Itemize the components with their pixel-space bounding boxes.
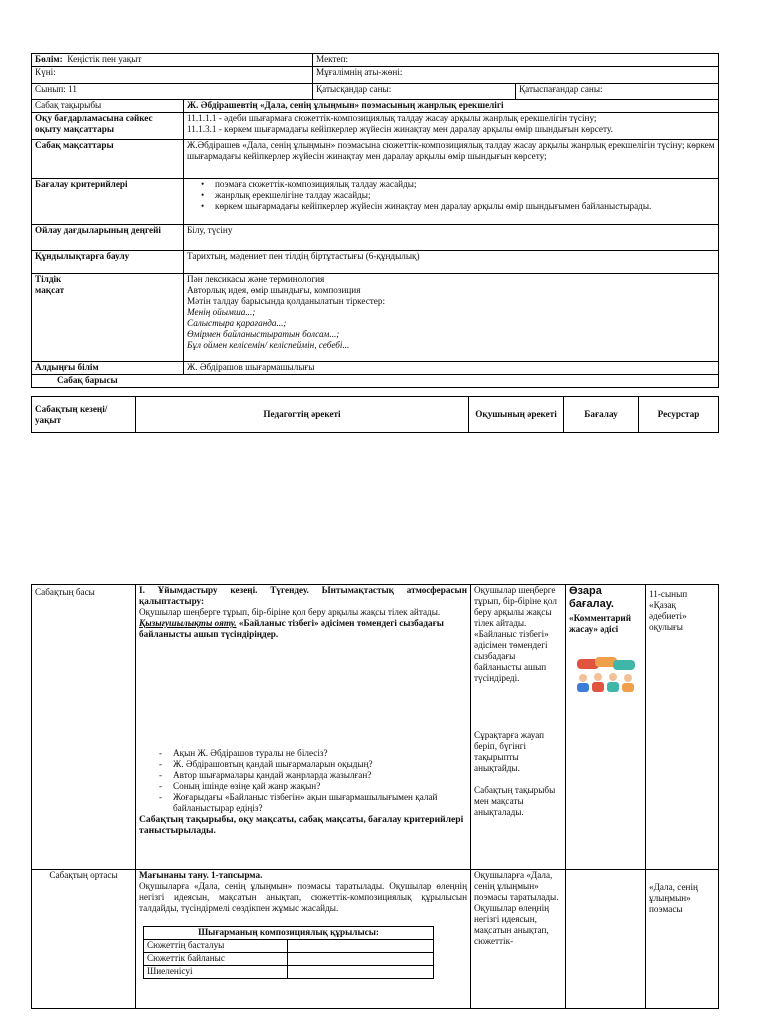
phrase-item: Өмірмен байланыстыратын болсам...; [187, 329, 340, 339]
composition-row-label: Шиеленісуі [144, 966, 288, 979]
grade-cell: Сынып: 11 [32, 84, 313, 100]
peer-assessment-title: Өзара бағалау. [569, 585, 614, 610]
student-text-1: Оқушылар шеңберге тұрып, бір-біріне қол беру арқылы жақсы тілек айтады. «Байланыс тізбегі» әдісімен төмендегі сызбадағы байланысты ашып түсіндіреді. [474, 585, 557, 683]
criteria-item: • көркем шығармадағы кейіпкерлер жүйесін жинақтау мен даралау арқылы өмір шындығымен байланыстырады. [209, 201, 715, 212]
question-item: - Жоғарыдағы «Байланыс тізбегін» ақын шығармашылығымен қалай байланыстырар едіңіз? [165, 792, 467, 814]
header-stage: Сабақтың кезеңі/ уақыт [32, 397, 136, 433]
thinking-skills-value: Білу, түсіну [184, 225, 719, 251]
question-item: - Ақын Ж. Әбдірашов туралы не білесіз? [165, 748, 467, 759]
criteria-item: • жанрлық ерекшелігіне талдау жасайды; [209, 190, 715, 201]
student-text-3: Сабақтың тақырыбы мен мақсаты анықталады. [474, 785, 556, 817]
language-goal-label-line1: Тілдік [35, 274, 62, 284]
language-goal-value [184, 274, 719, 362]
language-item: Авторлық идея, өмір шындығы, композиция [187, 285, 361, 295]
assessment-criteria-value [184, 179, 719, 225]
composition-table-title: Шығарманың композициялық құрылысы: [144, 927, 434, 940]
learning-objectives-label: Оқу бағдарламасына сәйкес оқыту мақсаттары [32, 113, 184, 140]
teacher-name-cell: Мұғалімнің аты-жөні: [313, 67, 719, 84]
resources-middle: «Дала, сенің ұлыңмын» поэмасы [646, 870, 719, 1009]
org-stage-text: Оқушылар шеңберге тұрып, бір-біріне қол беру арқылы жақсы тілек айтады. [139, 607, 441, 617]
prior-knowledge-value: Ж. Әбдірашов шығармашылығы [184, 362, 719, 375]
topic-label: Сабақ тақырыбы [32, 100, 184, 113]
interest-text: «Байланыс тізбегі» әдісімен төмендегі сызбадағы байланысты ашып түсіндіріңдер. [139, 618, 444, 639]
composition-row-value [288, 966, 434, 979]
stage-middle: Сабақтың ортасы [32, 870, 136, 1009]
topic-value: Ж. Әбдірашевтің «Дала, сенің ұлыңмын» поэмасының жанрлық ерекшелігі [184, 100, 719, 113]
thinking-skills-label: Ойлау дағдыларының деңгейі [32, 225, 184, 251]
teacher-activity-middle [136, 870, 471, 1009]
school-cell: Мектеп: [313, 54, 719, 67]
lesson-progress-header [31, 396, 719, 433]
student-activity-beginning [471, 585, 566, 870]
org-stage-title: I. Ұйымдастыру кезеңі. Түгендеу. Ынтымақтастық атмосферасын қалыптастыру: [139, 585, 467, 606]
question-list [139, 748, 467, 814]
question-item: - Автор шығармалары қандай жанрларда жазылған? [165, 770, 467, 781]
lesson-progress-title: Сабақ барысы [32, 375, 719, 388]
absent-count-cell: Қатыспағандар саны: [516, 84, 719, 100]
student-activity-middle: Оқушыларға «Дала, сенің ұлыңмын» поэмасы таратылады. Оқушылар өлеңнің негізгі идеясын, мақсатын анықтап, сюжеттік- [471, 870, 566, 1009]
composition-row-label: Сюжеттің басталуы [144, 940, 288, 953]
composition-row-label: Сюжеттік байланыс [144, 953, 288, 966]
section-label: Бөлім: [35, 54, 63, 64]
language-goal-label-line2: мақсат [35, 285, 65, 295]
phrase-item: Бұл оймен келісемін/ келіспеймін, себебі... [187, 340, 350, 350]
stage-beginning: Сабақтың басы [32, 585, 136, 870]
comment-method: «Комментарий жасау» әдісі [569, 613, 632, 634]
phrase-item: Салыстыра қарағанда...; [187, 318, 287, 328]
objective-2: 11.1.3.1 - көркем шығармадағы кейіпкерлер жүйесін жинақтау мен даралау арқылы өмір шындығын көрсету. [187, 124, 613, 134]
lesson-goals-value: Ж.Әбдірашев «Дала, сенің ұлыңмын» поэмасына сюжеттік-композициялық талдау жасау арқылы жанрлық ерекшелігін түсіну; көркем шығармадағы кейіпкерлер жүйесін жинақтау мен даралау арқылы өмір шындығын көрсету; [184, 140, 719, 179]
header-student-activity: Оқушының әрекеті [469, 397, 564, 433]
question-item: - Ж. Әбдірашовтың қандай шығармаларын оқыдың? [165, 759, 467, 770]
composition-row-value [288, 940, 434, 953]
prior-knowledge-label: Алдыңғы білім [32, 362, 184, 375]
assessment-middle [566, 870, 646, 1009]
resources-beginning: 11-сынып «Қазақ әдебиеті» оқулығы [646, 585, 719, 870]
present-count-cell: Қатысқандар саны: [313, 84, 516, 100]
header-resources: Ресурстар [639, 397, 719, 433]
assessment-criteria-label: Бағалау критерийлері [32, 179, 184, 225]
interest-paragraph [139, 618, 467, 640]
language-goal-label [32, 274, 184, 362]
date-cell: Күні: [32, 67, 313, 84]
phrase-item: Менің ойымша...; [187, 307, 256, 317]
section-cell [32, 54, 313, 67]
values-label: Құндылықтарға баулу [32, 251, 184, 274]
objective-1: 11.1.1.1 - әдеби шығармаға сюжеттік-композициялық талдау жасау арқылы жанрлық ерекшелігін түсіну; [187, 113, 597, 123]
teacher-activity-beginning [136, 585, 471, 870]
lesson-intro-text: Сабақтың тақырыбы, оқу мақсаты, сабақ мақсаты, бағалау критерийлері таныстырылады. [139, 814, 464, 836]
header-assessment: Бағалау [564, 397, 639, 433]
section-value: Кеңістік пен уақыт [67, 54, 142, 64]
values-value: Тарихтың, мәдениет пен тілдің біртұтастығы (6-құндылық) [184, 251, 719, 274]
lesson-goals-label: Сабақ мақсаттары [32, 140, 184, 179]
student-text-2: Сұрақтарға жауап беріп, бүгінгі тақырыпты анықтайды. [474, 730, 545, 773]
question-item: - Соның ішінде өзіңе қай жанр жақын? [165, 781, 467, 792]
criteria-item: • поэмаға сюжеттік-композициялық талдау жасайды; [209, 179, 715, 190]
lesson-progress-table [31, 584, 719, 1009]
interest-label: Қызығушылықты ояту. [139, 618, 237, 628]
header-teacher-activity: Педагогтің әрекеті [136, 397, 469, 433]
task1-text: Оқушыларға «Дала, сенің ұлыңмын» поэмасы таратылады. Оқушылар өлеңнің негізгі идеясын, мақсатын анықтап, сюжеттік-композициялық құрылысын талдайды, түсіндірмелі сөздікпен жұмыс жасайды. [139, 881, 467, 913]
assessment-beginning [566, 585, 646, 870]
composition-structure-table [143, 926, 434, 979]
learning-objectives-value [184, 113, 719, 140]
language-item: Пән лексикасы және терминология [187, 274, 325, 284]
language-item: Мәтін талдау барысында қолданылатын тіркестер: [187, 296, 386, 306]
speech-bubbles-people-icon [571, 657, 641, 693]
composition-row-value [288, 953, 434, 966]
lesson-plan-header-table [31, 53, 719, 388]
task1-title: Мағынаны тану. 1-тапсырма. [139, 870, 263, 880]
